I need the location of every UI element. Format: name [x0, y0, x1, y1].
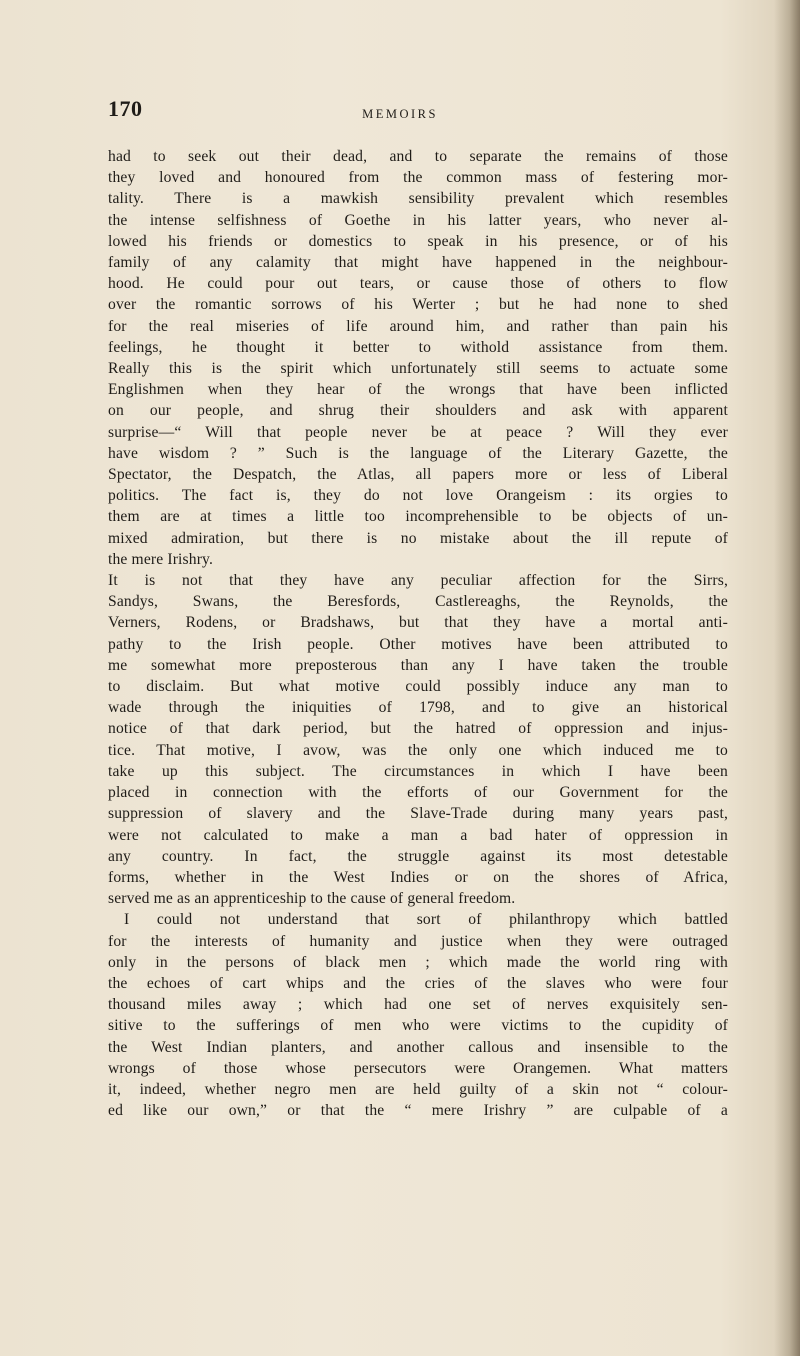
paragraph — [108, 570, 728, 909]
text-line: It is not that they have any peculiar affection for the Sirrs, — [108, 572, 728, 590]
text-line: Englishmen when they hear of the wrongs that have been inflicted — [108, 381, 728, 399]
text-line: I could not understand that sort of philanthropy which battled — [124, 911, 728, 929]
page-edge-shadow — [774, 0, 800, 1356]
text-line: on our people, and shrug their shoulders and ask with apparent — [108, 402, 728, 420]
text-line: surprise—“ Will that people never be at peace ? Will they ever — [108, 423, 728, 441]
text-line: only in the persons of black men ; which made the world ring with — [108, 953, 728, 971]
text-line: have wisdom ? ” Such is the language of the Literary Gazette, the — [108, 444, 728, 462]
text-line: politics. The fact is, they do not love Orangeism : its orgies to — [108, 487, 728, 505]
text-line: it, indeed, whether negro men are held guilty of a skin not “ colour- — [108, 1080, 728, 1098]
text-line: to disclaim. But what motive could possibly induce any man to — [108, 678, 728, 696]
page-number: 170 — [108, 96, 143, 121]
text-line: wrongs of those whose persecutors were Orangemen. What matters — [108, 1059, 728, 1077]
text-line: for the real miseries of life around him, and rather than pain his — [108, 317, 728, 335]
text-line: they loved and honoured from the common mass of festering mor- — [108, 169, 728, 187]
text-line: take up this subject. The circumstances in which I have been — [108, 762, 728, 780]
text-line: for the interests of humanity and justice when they were outraged — [108, 932, 728, 950]
text-line: had to seek out their dead, and to separate the remains of those — [108, 148, 728, 165]
text-line: me somewhat more preposterous than any I have taken the trouble — [108, 656, 728, 674]
text-line: over the romantic sorrows of his Werter ; but he had none to shed — [108, 296, 728, 314]
text-line: tality. There is a mawkish sensibility prevalent which resembles — [108, 190, 728, 208]
text-line: thousand miles away ; which had one set of nerves exquisitely sen- — [108, 996, 728, 1014]
paragraph — [108, 909, 728, 1121]
text-line: tice. That motive, I avow, was the only one which induced me to — [108, 741, 728, 759]
text-line: the echoes of cart whips and the cries of the slaves who were four — [108, 974, 728, 992]
text-line: pathy to the Irish people. Other motives have been attributed to — [108, 635, 728, 653]
text-line: mixed admiration, but there is no mistake about the ill repute of — [108, 529, 728, 547]
paragraph — [108, 146, 728, 570]
text-line: the West Indian planters, and another callous and insensible to the — [108, 1038, 728, 1056]
text-line: Verners, Rodens, or Bradshaws, but that they have a mortal anti- — [108, 614, 728, 632]
text-line: family of any calamity that might have happened in the neighbour- — [108, 254, 728, 272]
text-line: any country. In fact, the struggle against its most detestable — [108, 847, 728, 865]
text-line: hood. He could pour out tears, or cause those of others to flow — [108, 275, 728, 293]
text-line: forms, whether in the West Indies or on the shores of Africa, — [108, 868, 728, 886]
text-line: placed in connection with the efforts of our Government for the — [108, 784, 728, 802]
text-line: feelings, he thought it better to withold assistance from them. — [108, 338, 728, 356]
text-line: Spectator, the Despatch, the Atlas, all papers more or less of Liberal — [108, 466, 728, 484]
text-line: sitive to the sufferings of men who were victims to the cupidity of — [108, 1017, 728, 1035]
text-line: them are at times a little too incomprehensible to be objects of un- — [108, 508, 728, 526]
text-line: lowed his friends or domestics to speak in his presence, or of his — [108, 232, 728, 250]
text-line: suppression of slavery and the Slave-Trade during many years past, — [108, 805, 728, 823]
text-line: ed like our own,” or that the “ mere Irishry ” are culpable of a — [108, 1102, 728, 1120]
text-line: the mere Irishry. — [108, 550, 214, 568]
text-line: notice of that dark period, but the hatred of oppression and injus- — [108, 720, 728, 738]
text-line: the intense selfishness of Goethe in his latter years, who never al- — [108, 211, 728, 229]
running-head: MEMOIRS — [362, 107, 438, 121]
text-line: Really this is the spirit which unfortunately still seems to actuate some — [108, 360, 728, 378]
text-line: served me as an apprenticeship to the cause of general freedom. — [108, 890, 516, 908]
text-line: Sandys, Swans, the Beresfords, Castlereaghs, the Reynolds, the — [108, 593, 728, 611]
body-text — [108, 146, 728, 1121]
text-line: were not calculated to make a man a bad hater of oppression in — [108, 826, 728, 844]
text-line: wade through the iniquities of 1798, and to give an historical — [108, 699, 728, 717]
